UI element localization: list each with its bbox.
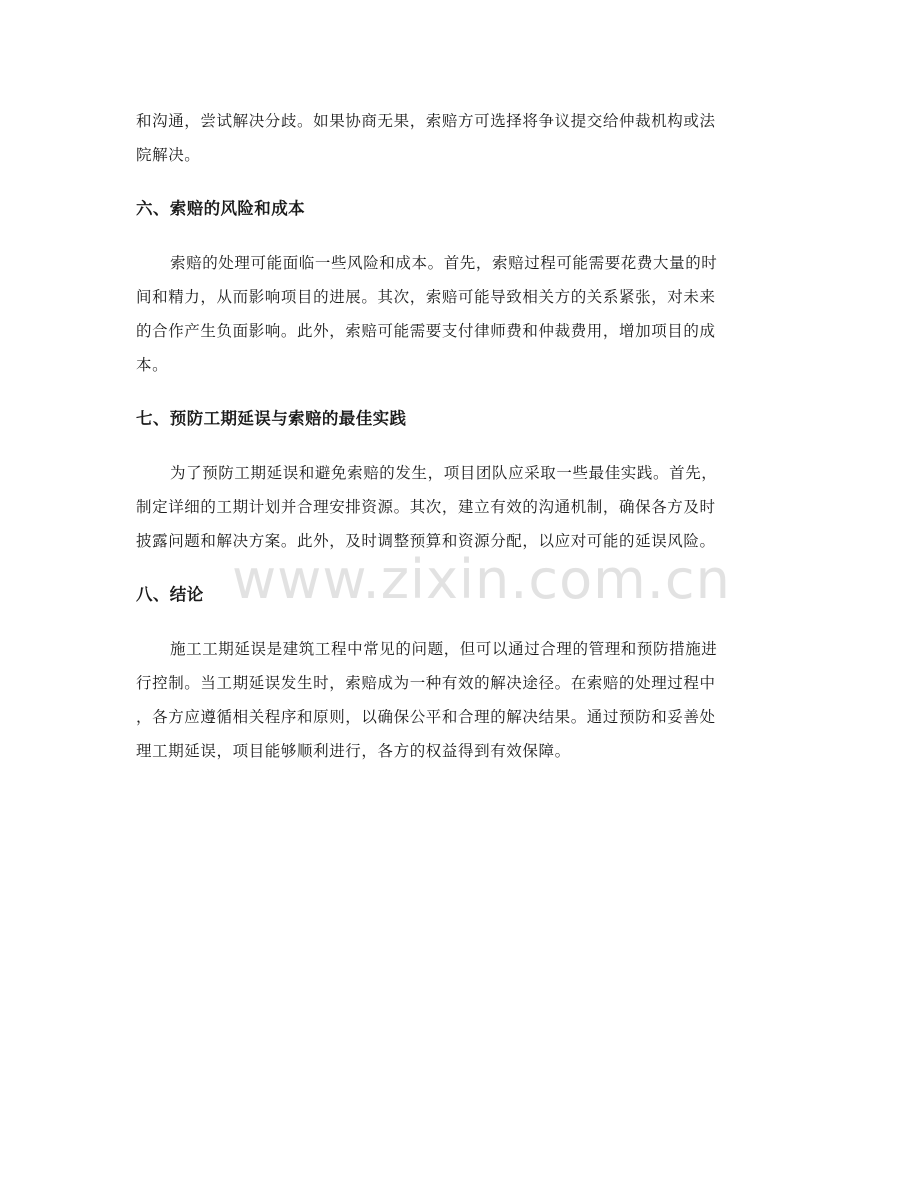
paragraph-line: 行控制。当工期延误发生时，索赔成为一种有效的解决途径。在索赔的处理过程中	[136, 674, 716, 692]
paragraph-line: 院解决。	[136, 146, 201, 164]
paragraph-line: 披露问题和解决方案。此外，及时调整预算和资源分配，以应对可能的延误风险。	[136, 532, 716, 550]
section-heading-8: 八、结论	[136, 585, 204, 604]
document-body	[136, 104, 784, 768]
section-heading-7: 七、预防工期延误与索赔的最佳实践	[136, 409, 407, 428]
watermark: www.zixin.com.cn	[232, 548, 731, 611]
paragraph-line: ，各方应遵循相关程序和原则，以确保公平和合理的解决结果。通过预防和妥善处	[136, 708, 716, 726]
intro-paragraph	[136, 104, 784, 172]
paragraph-line: 制定详细的工期计划并合理安排资源。其次，建立有效的沟通机制，确保各方及时	[136, 498, 716, 516]
paragraph-line: 理工期延误，项目能够顺利进行，各方的权益得到有效保障。	[136, 742, 571, 760]
section-7-paragraph	[136, 456, 784, 558]
section-6-paragraph	[136, 246, 784, 382]
section-8-paragraph	[136, 632, 784, 768]
paragraph-line: 施工工期延误是建筑工程中常见的问题，但可以通过合理的管理和预防措施进	[170, 640, 718, 658]
paragraph-line: 为了预防工期延误和避免索赔的发生，项目团队应采取一些最佳实践。首先，	[170, 464, 718, 482]
paragraph-line: 的合作产生负面影响。此外，索赔可能需要支付律师费和仲裁费用，增加项目的成	[136, 322, 716, 340]
section-heading-6: 六、索赔的风险和成本	[136, 199, 305, 218]
paragraph-line: 本。	[136, 356, 169, 374]
paragraph-line: 索赔的处理可能面临一些风险和成本。首先，索赔过程可能需要花费大量的时	[170, 254, 718, 272]
paragraph-line: 间和精力，从而影响项目的进展。其次，索赔可能导致相关方的关系紧张，对未来	[136, 288, 716, 306]
paragraph-line: 和沟通，尝试解决分歧。如果协商无果，索赔方可选择将争议提交给仲裁机构或法	[136, 112, 716, 130]
